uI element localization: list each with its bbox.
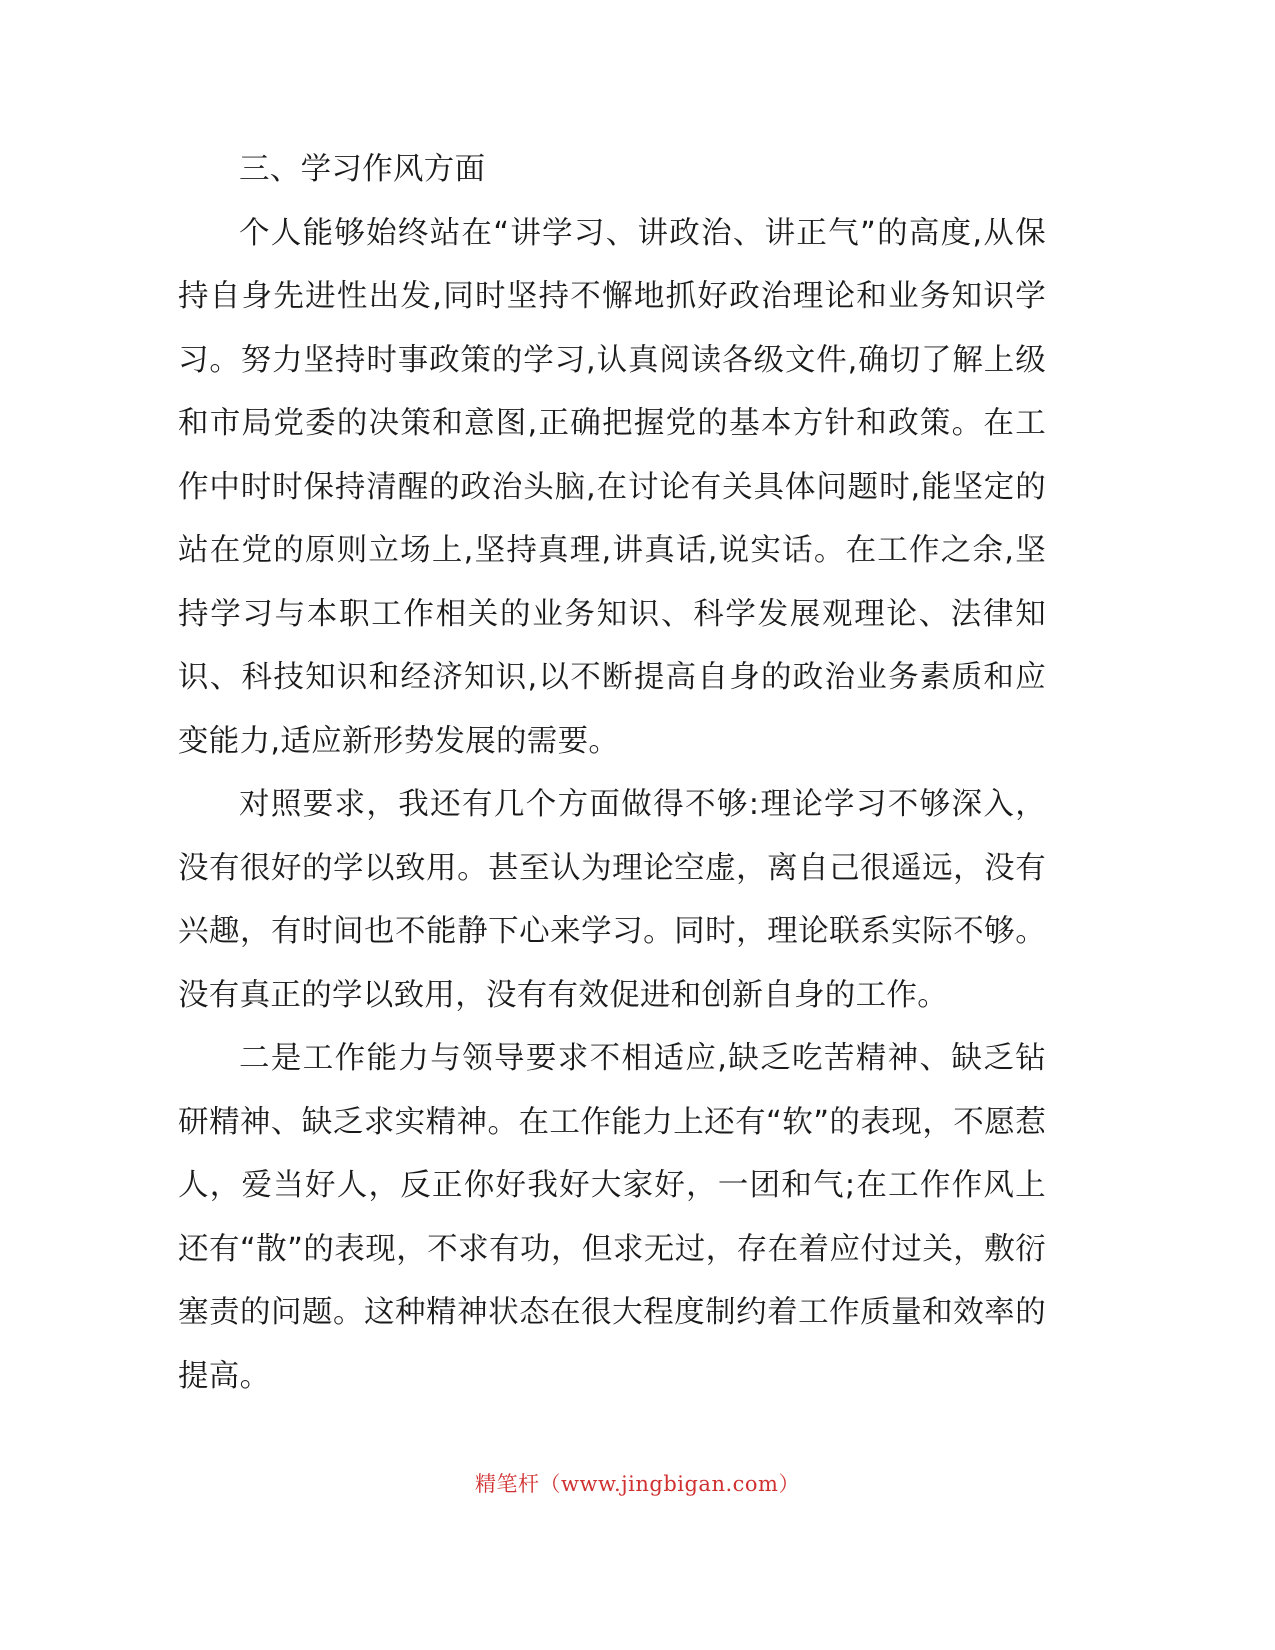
footer-watermark: 精笔杆（www.jingbigan.com） xyxy=(475,1472,800,1496)
paragraph-work-ability: 二是工作能力与领导要求不相适应,缺乏吃苦精神、缺乏钻研精神、缺乏求实精神。在工作能力上还有“软”的表现，不愿惹人，爱当好人，反正你好我好大家好，一团和气;在工作作风上还有“散”的表现，不求有功，但求无过，存在着应付过关，敷衍塞责的问题。这种精神状态在很大程度制约着工作质量和效率的提高。 xyxy=(178,1041,1046,1394)
document-body xyxy=(178,138,1046,1408)
section-heading: 三、学习作风方面 xyxy=(239,152,486,187)
paragraph-study-attitude: 个人能够始终站在“讲学习、讲政治、讲正气”的高度,从保持自身先进性出发,同时坚持不懈地抓好政治理论和业务知识学习。努力坚持时事政策的学习,认真阅读各级文件,确切了解上级和市局党委的决策和意图,正确把握党的基本方针和政策。在工作中时时保持清醒的政治头脑,在讨论有关具体问题时,能坚定的站在党的原则立场上,坚持真理,讲真话,说实话。在工作之余,坚持学习与本职工作相关的业务知识、科学发展观理论、法律知识、科技知识和经济知识,以不断提高自身的政治业务素质和应变能力,适应新形势发展的需要。 xyxy=(178,215,1046,759)
paragraph-shortcomings: 对照要求，我还有几个方面做得不够:理论学习不够深入，没有很好的学以致用。甚至认为理论空虚，离自己很遥远，没有兴趣，有时间也不能静下心来学习。同时，理论联系实际不够。没有真正的学以致用，没有有效促进和创新自身的工作。 xyxy=(178,787,1046,1013)
